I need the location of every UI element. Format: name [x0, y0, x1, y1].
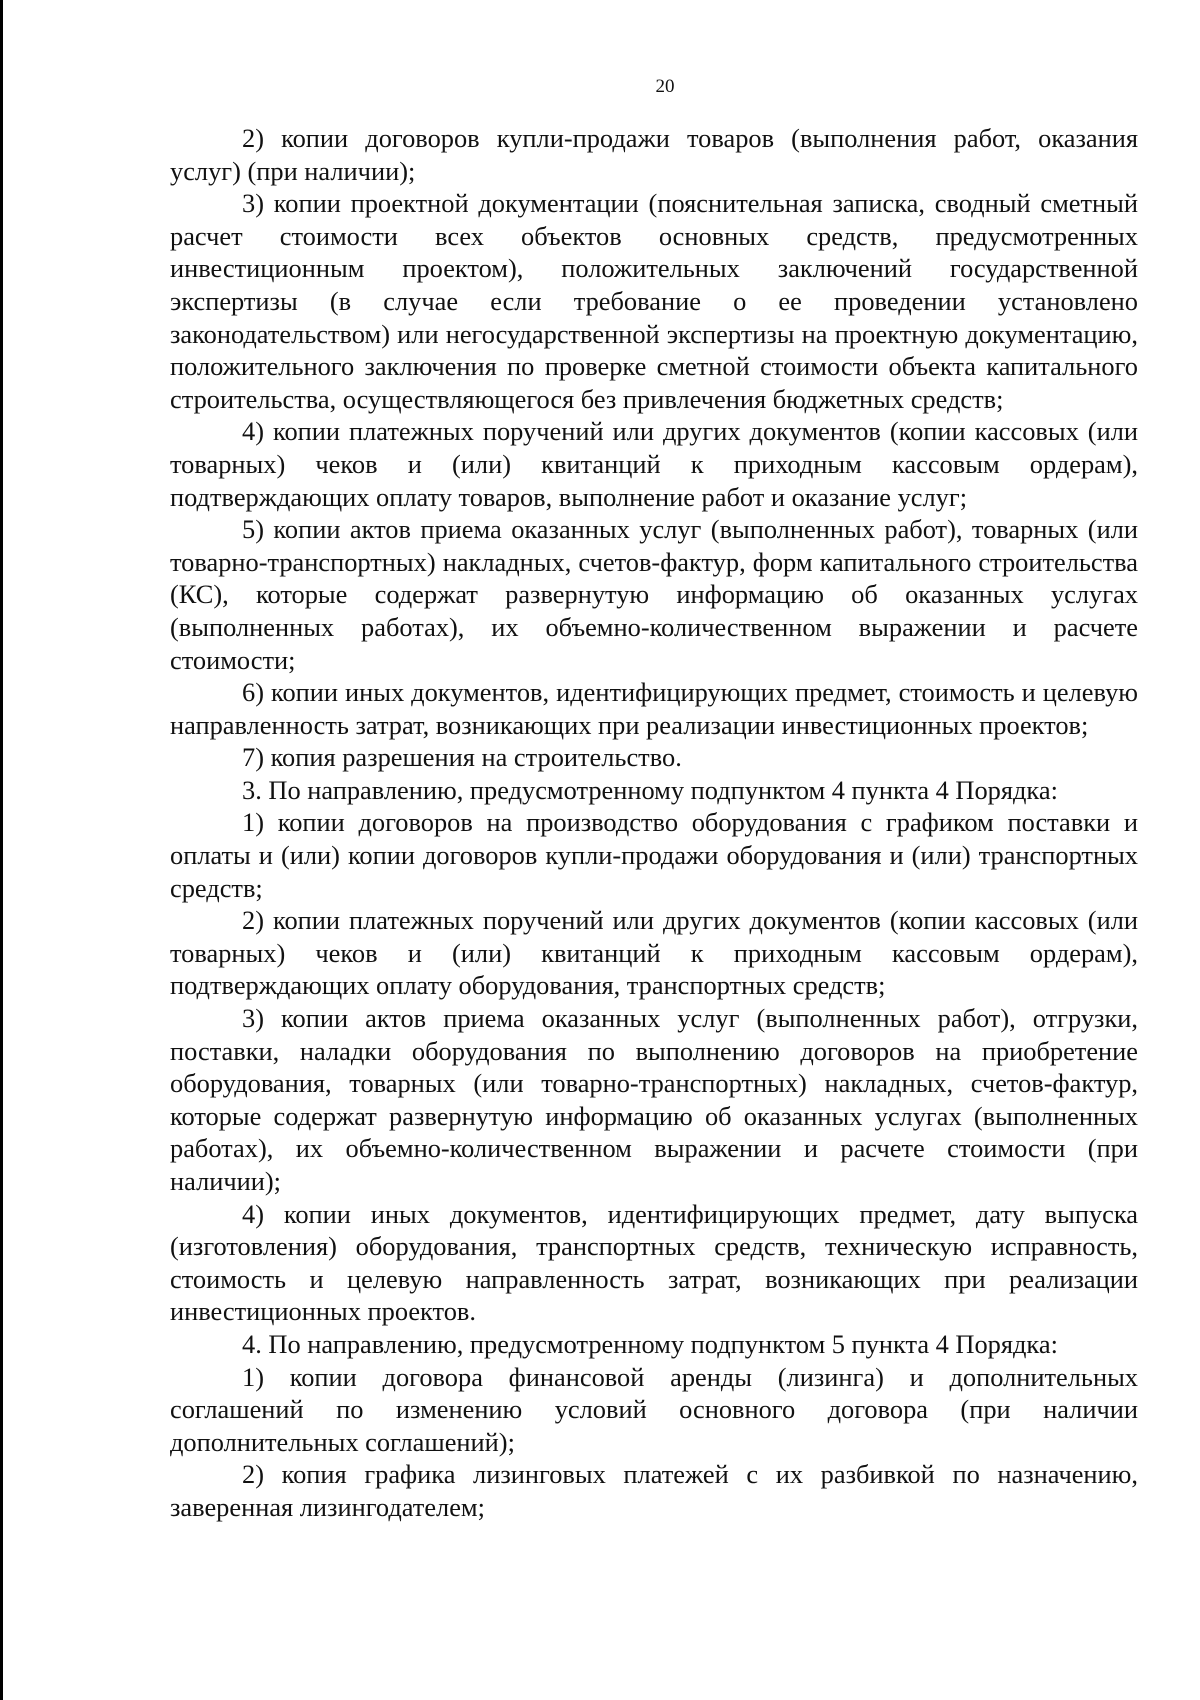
paragraph-item-7-construction-permit: 7) копия разрешения на строительство. [242, 742, 682, 773]
paragraph-item-2-equipment-payments: 2) копии платежных поручений или других документов (копии кассовых (или товарных) чеков и (или) квитанций к приходным кассовым ордерам), подтверждающих оплату оборудования, транспортных средств; [170, 905, 1138, 1001]
paragraph-item-6-other-documents: 6) копии иных документов, идентифицирующих предмет, стоимость и целевую направленность затрат, возникающих при реализации инвестиционных проектов; [170, 677, 1138, 740]
paragraph-item-2-purchase-contracts: 2) копии договоров купли-продажи товаров (выполнения работ, оказания услуг) (при наличии); [170, 123, 1138, 186]
scan-edge [0, 0, 3, 1700]
paragraph-item-3-equipment-acts: 3) копии актов приема оказанных услуг (выполненных работ), отгрузки, поставки, наладки оборудования по выполнению договоров на приобретение оборудования, товарных (или товарно-транспортных) накладных, счетов-фактур, которые содержат развернутую информацию об оказанных услугах (выполненных работах), их объемно-количественном выражении и расчете стоимости (при наличии); [170, 1003, 1138, 1196]
paragraph-item-5-acceptance-acts: 5) копии актов приема оказанных услуг (выполненных работ), товарных (или товарно-транспортных) накладных, счетов-фактур, форм капитального строительства (КС), которые содержат развернутую информацию об оказанных услугах (выполненных работах), их объемно-количественном выражении и расчете стоимости; [170, 514, 1138, 675]
paragraph-item-1-equipment-contracts: 1) копии договоров на производство оборудования с графиком поставки и оплаты и (или) копии договоров купли-продажи оборудования и (или) транспортных средств; [170, 807, 1138, 903]
paragraph-item-1-leasing-contract: 1) копии договора финансовой аренды (лизинга) и дополнительных соглашений по изменению условий основного договора (при наличии дополнительных соглашений); [170, 1361, 1138, 1457]
paragraph-item-4-payment-orders: 4) копии платежных поручений или других документов (копии кассовых (или товарных) чеков и (или) квитанций к приходным кассовым ордерам), подтверждающих оплату товаров, выполнение работ и оказание услуг; [170, 416, 1138, 512]
page-number: 20 [655, 76, 675, 97]
section-heading-4: 4. По направлению, предусмотренному подпунктом 5 пункта 4 Порядка: [242, 1328, 1058, 1359]
paragraph-item-4-equipment-other-documents: 4) копии иных документов, идентифицирующих предмет, дату выпуска (изготовления) оборудования, транспортных средств, техническую исправность, стоимость и целевую направленность затрат, возникающих при реализации инвестиционных проектов. [170, 1198, 1138, 1327]
paragraph-item-3-project-documentation: 3) копии проектной документации (пояснительная записка, сводный сметный расчет стоимости всех объектов основных средств, предусмотренных инвестиционным проектом), положительных заключений государственной экспертизы (в случае если требование о ее проведении установлено законодательством) или негосударственной экспертизы на проектную документацию, положительного заключения по проверке сметной стоимости объекта капитального строительства, осуществляющегося без привлечения бюджетных средств; [170, 188, 1138, 414]
section-heading-3: 3. По направлению, предусмотренному подпунктом 4 пункта 4 Порядка: [242, 774, 1058, 805]
document-body [170, 122, 1138, 1524]
paragraph-item-2-leasing-schedule: 2) копия графика лизинговых платежей с их разбивкой по назначению, заверенная лизингодателем; [170, 1459, 1138, 1522]
